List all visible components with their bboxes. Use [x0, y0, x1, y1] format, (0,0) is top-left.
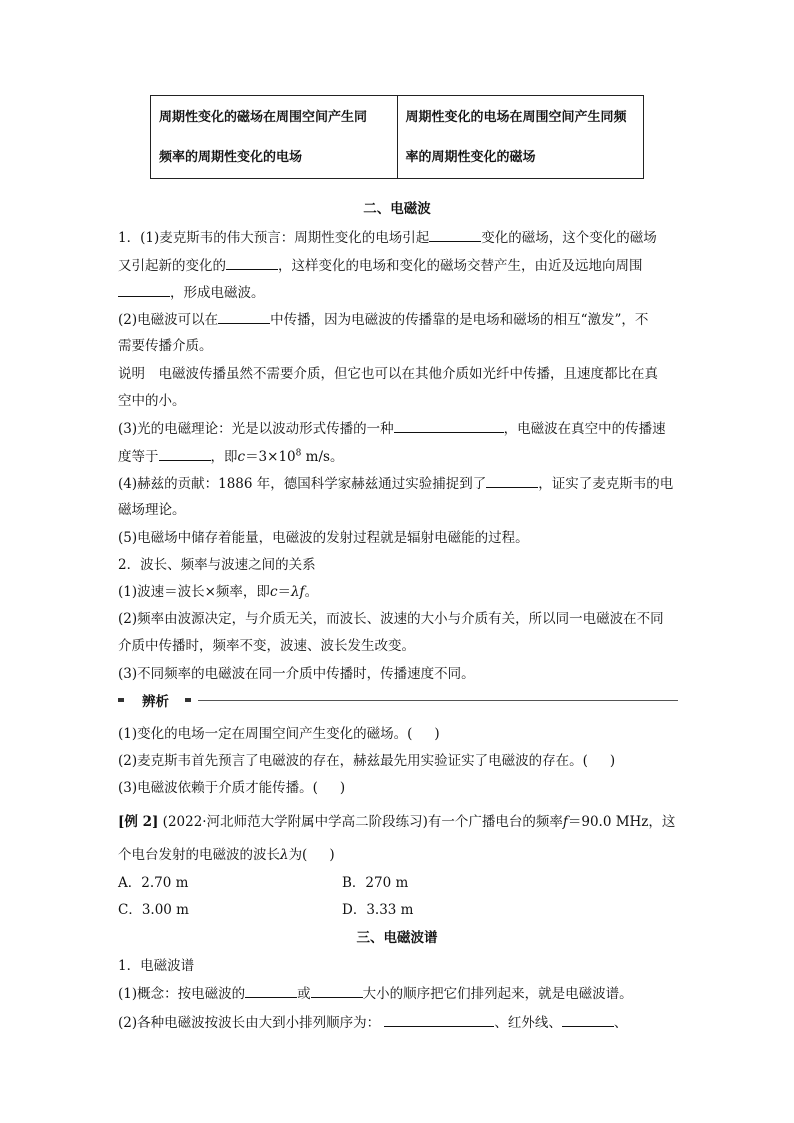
answer-blank[interactable] — [245, 983, 297, 998]
paragraph-2-line-1: (2)电磁波可以在 中传播，因为电磁波的传播靠的是电场和磁场的相互“激发”，不 — [118, 309, 678, 330]
note-line-1: 说明 电磁波传播虽然不需要介质，但它也可以在其他介质如光纤中传播，且速度都比在真 — [118, 366, 658, 382]
option-d[interactable]: D．3.33 m — [342, 902, 414, 918]
table-left-line-2: 频率的周期性变化的电场 — [159, 150, 303, 165]
answer-blank[interactable] — [218, 309, 270, 324]
table-cell-right — [397, 96, 644, 179]
example-line-2: 个电台发射的电磁波的波长λ为( ) — [118, 847, 335, 863]
paragraph-3-line-1: (3)光的电磁理论：光是以波动形式传播的一种 ，电磁波在真空中的传播速 — [118, 418, 678, 439]
answer-blank[interactable] — [118, 282, 170, 297]
section-title-em-waves: 二、电磁波 — [363, 201, 431, 217]
paragraph-1-line-3: ，形成电磁波。 — [118, 282, 678, 303]
paragraph-4-line-1: (4)赫兹的贡献：1886 年，德国科学家赫兹通过实验捕捉到了 ，证实了麦克斯韦的电 — [118, 473, 678, 494]
option-b[interactable]: B．270 m — [342, 875, 409, 891]
table-right-line-2: 率的周期性变化的磁场 — [405, 150, 536, 165]
bullet-square — [118, 698, 124, 702]
subsection-2-title: 2．波长、频率与波速之间的关系 — [118, 557, 316, 573]
spectrum-concept: (1)概念：按电磁波的 或 大小的顺序把它们排列起来，就是电磁波谱。 — [118, 983, 678, 1004]
relation-item-2-line-1: (2)频率由波源决定，与介质无关，而波长、波速的大小与介质有关，所以同一电磁波在不同 — [118, 611, 664, 627]
divider — [198, 700, 678, 701]
analysis-header — [118, 692, 678, 708]
spectrum-subtitle: 1．电磁波谱 — [118, 958, 195, 974]
relation-item-1: (1)波速＝波长×频率，即c＝λf。 — [118, 584, 319, 600]
example-tag: [例 2] — [118, 814, 159, 830]
judgement-item-3: (3)电磁波依赖于介质才能传播。( ) — [118, 780, 346, 796]
answer-blank[interactable] — [429, 227, 481, 242]
answer-blank[interactable] — [384, 1012, 494, 1027]
paragraph-2-line-2: 需要传播介质。 — [118, 338, 213, 354]
section-title-em-spectrum: 三、电磁波谱 — [356, 930, 438, 946]
answer-blank[interactable] — [394, 418, 504, 433]
answer-blank[interactable] — [562, 1012, 614, 1027]
example-line-1: [例 2] (2022·河北师范大学附属中学高二阶段练习)有一个广播电台的频率f＝90.0 MHz，这 — [118, 814, 676, 830]
answer-blank[interactable] — [486, 473, 538, 488]
answer-blank[interactable] — [226, 255, 278, 270]
spectrum-order: (2)各种电磁波按波长由大到小排列顺序为： 、红外线、 、 — [118, 1012, 678, 1033]
relation-item-3: (3)不同频率的电磁波在同一介质中传播时，传播速度不同。 — [118, 666, 475, 682]
relation-item-2-line-2: 介质中传播时，频率不变，波速、波长发生改变。 — [118, 638, 415, 654]
comparison-table — [150, 95, 644, 179]
paragraph-4-line-2: 磁场理论。 — [118, 502, 186, 518]
table-right-line-1: 周期性变化的电场在周围空间产生同频 — [405, 110, 627, 125]
paragraph-1-line-1: 1．(1)麦克斯韦的伟大预言：周期性变化的电场引起 变化的磁场，这个变化的磁场 — [118, 227, 678, 248]
judgement-item-1: (1)变化的电场一定在周围空间产生变化的磁场。( ) — [118, 726, 440, 742]
bullet-square — [185, 698, 191, 702]
judgement-item-2: (2)麦克斯韦首先预言了电磁波的存在，赫兹最先用实验证实了电磁波的存在。( ) — [118, 753, 616, 769]
paragraph-1-line-2: 又引起新的变化的 ，这样变化的电场和变化的磁场交替产生，由近及远地向周围 — [118, 255, 678, 276]
answer-blank[interactable] — [311, 983, 363, 998]
paragraph-5: (5)电磁场中储存着能量，电磁波的发射过程就是辐射电磁能的过程。 — [118, 530, 529, 546]
note-line-2: 空中的小。 — [118, 393, 186, 409]
option-c[interactable]: C．3.00 m — [118, 902, 189, 918]
paragraph-3-line-2: 度等于 ，即$c=3\times 10^8$ m/s。 — [118, 446, 678, 467]
analysis-label: 辨析 — [142, 694, 169, 710]
answer-blank[interactable] — [159, 446, 211, 461]
option-a[interactable]: A．2.70 m — [118, 875, 189, 891]
table-cell-left — [151, 96, 398, 179]
table-left-line-1: 周期性变化的磁场在周围空间产生同 — [159, 110, 368, 125]
